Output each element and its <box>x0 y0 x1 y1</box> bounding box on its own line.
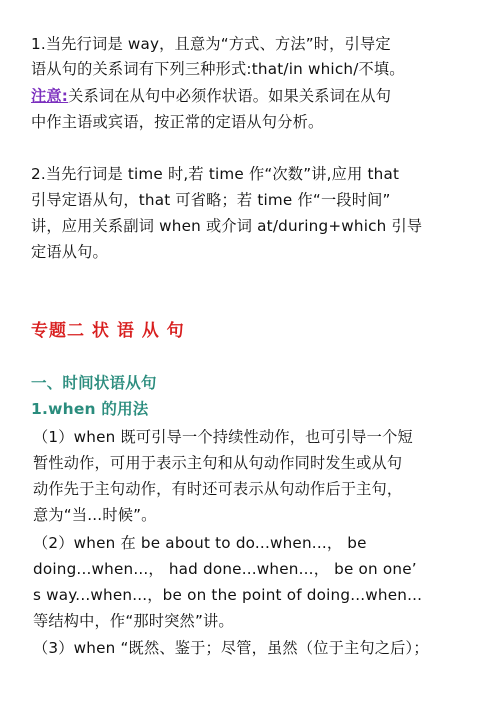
item1-line4: 意为“当...时候”。 <box>33 506 157 524</box>
topic-heading: 专题二 状 语 从 句 <box>31 321 185 341</box>
item2-line4: 等结构中，作“那时突然”讲。 <box>33 612 234 630</box>
para1-line3-text: 关系词在从句中必须作状语。如果关系词在从句 <box>68 87 392 105</box>
para1-line3 <box>31 85 391 107</box>
item2-line1: （2）when 在 be about to do...when...， be <box>33 534 367 552</box>
para2-line4: 定语从句。 <box>31 243 108 261</box>
para1-line4: 中作主语或宾语，按正常的定语从句分析。 <box>31 113 324 131</box>
item2-line3: s way...when...，be on the point of doing...when... <box>33 586 423 604</box>
para2-line1: 2.当先行词是 time 时,若 time 作“次数”讲,应用 that <box>31 165 400 183</box>
para2-line3: 讲，应用关系副词 when 或介词 at/during+which 引导 <box>31 217 423 235</box>
item3-line1: （3）when “既然、鉴于；尽管，虽然（位于主句之后）； <box>33 639 429 657</box>
item1-line2: 暂性动作，可用于表示主句和从句动作同时发生或从句 <box>33 454 403 472</box>
para1-line2: 语从句的关系词有下列三种形式:that/in which/不填。 <box>31 60 405 78</box>
para2-line2: 引导定语从句，that 可省略；若 time 作“一段时间” <box>31 191 391 209</box>
subsection-heading: 1.when 的用法 <box>31 400 149 418</box>
item1-line1: （1）when 既可引导一个持续性动作，也可引导一个短 <box>33 428 413 446</box>
item1-line3: 动作先于主句动作，有时还可表示从句动作后于主句， <box>33 480 403 498</box>
section-heading: 一、时间状语从句 <box>31 374 157 392</box>
note-label: 注意: <box>31 87 69 105</box>
item2-line2: doing...when...， had done...when...， be on one’ <box>33 560 417 578</box>
para1-line1: 1.当先行词是 way，且意为“方式、方法”时，引导定 <box>31 35 391 53</box>
